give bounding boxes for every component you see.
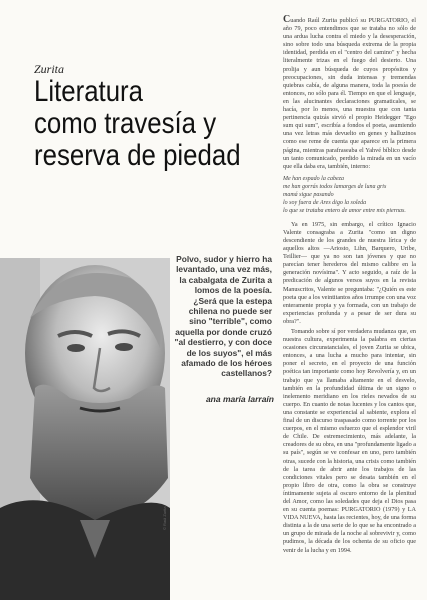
article-byline: ana maría larraín	[205, 394, 274, 404]
poem-line: mamá sigue pasando	[283, 191, 334, 198]
headline-line-2: como travesía y	[34, 107, 217, 140]
body-paragraph-1-text: uando Raúl Zurita publicó su PURGATORIO, el año 79, poco entendimos que se trataba no sólo de una ardua lucha contra el miedo y la desesperación, sino sobre todo una búsqueda extrema de la propia identidad, perdida en el "centro del camino" y hecha literalmente trizas en el fuego del desierto. Una prolija y aun búsqueda de cuyos propósitos y preocupaciones, sin duda intensas y tremendas quiebras cabía, de alguna manera, toda la poesía de entonces, no sólo para él. Tiempo en que el lenguaje, en las alucinantes declaraciones gramaticales, se hacía, por lo menos, una muestra que con tanta pertinencia quizás sirvió el propio Heidegger "Ego sum qui sum", escribía a fondos el poeta, asumiendo una vez letras más devuelto en genes y halluzinos como ese reme de cuenta que aparece en la primera página, mientras parafraseaba el Yahvé bíblico desde un tanto comunicado, perdido la mirada en un vacío que ella daba era, también, interno:	[283, 17, 416, 170]
portrait-illustration	[0, 258, 170, 600]
author-portrait-photo	[0, 258, 170, 600]
poem-quote	[283, 175, 416, 215]
article-headline	[34, 76, 264, 172]
body-paragraph-3: Tomando sobre sí por verdadera mudanza que, en nuestra cultura, experimenta la palabra en ciertas ocasiones circunstanciales, el joven Zurita se ubica, entonces, a una lucha a mucho para intentar, sin poner el secreto, en el proyecto de una función poética tan importante como hoy Revolvería y, en un trabajo que ya llamaba altamente en el desvelo, también en la profundidad última de un signo o inelemento meridiano en los rieles nevados de su cuerpo. En cuanto de notas lucentes y los cantos que, una constante se experiencial al sabiente, explora el final de un discurso traspasado como torrente por los cuerpos, en el mismo esfuerzo que el esplendor viril de Chile. De estremecimiento, más adelante, la creadores de su obra, en una "profundamente ligado a su país", según se ve confesar en uno, pero también otras, sucede con la historia, una crisis como también de la tarea de abrir ante los trabajos de las condiciones vitales pero se desata también en el propio libro de otra, como la obra se construye íntimamente sujeta al oscuro entorno de la plenitud del Amor, como las soledades que deja el Dios pasa en su cuenta poemas: PURGATORIO (1979) y LA VIDA NUEVA, hasta las recientes, hoy, de una forma distinta a la de una serie de lo que se ha encontrado a un grupo de mirada de la noche al sobrevivir y, como pudimos, la década de los ochenta de su oficio que venir de la lucha y en 1994.	[283, 328, 416, 554]
photo-credit: © Raúl Zurita	[162, 506, 167, 530]
poem-line: lo que se trataba entero de amor entre mis piernas.	[283, 207, 406, 214]
poem-line: me han gorrás todos lamarges de luna gris	[283, 183, 387, 190]
poem-line: lo soy fuera de Ares digo la soleda	[283, 199, 367, 206]
headline-line-1: Literatura	[34, 75, 144, 108]
headline-line-3: reserva de piedad	[34, 139, 241, 172]
poem-line: Me han espado la cabeza	[283, 175, 344, 182]
drop-cap: C	[283, 14, 291, 25]
article-lead: Polvo, sudor y hierro ha levantado, una vez más, la cabalgata de Zurita a lomos de la poesía. ¿Será que la estepa chilena no puede ser sino "terrible", como aquella por donde cruzó "al destierro, y con doce de los suyos", el más afamado de los héroes castellanos?	[174, 254, 272, 379]
body-paragraph-1	[283, 16, 416, 171]
author-tag: Zurita	[34, 62, 65, 76]
body-column	[283, 16, 416, 557]
body-paragraph-2: Ya en 1975, sin embargo, el crítico Ignacio Valente consagraba a Zurita "como un digno descendiente de los grandes de nuestra lírica y de aquellos altos —Ariosto, Lihn, Barquero, Uribe, Teillier— que ya no son tan jóvenes y que no parecían tener herederos del mismo calibre en la generación novísima". Y acto seguido, a raíz de la predicación de algunos versos suyos en la revista Manuscritos, Valente se preguntaba: "¿Quién es este poeta que a los veintitantos años irrumpe con una voz enteramente propia y ya formada, con un trabajo de experiencias profunda y a pesar de ser dura su obra?".	[283, 220, 416, 325]
